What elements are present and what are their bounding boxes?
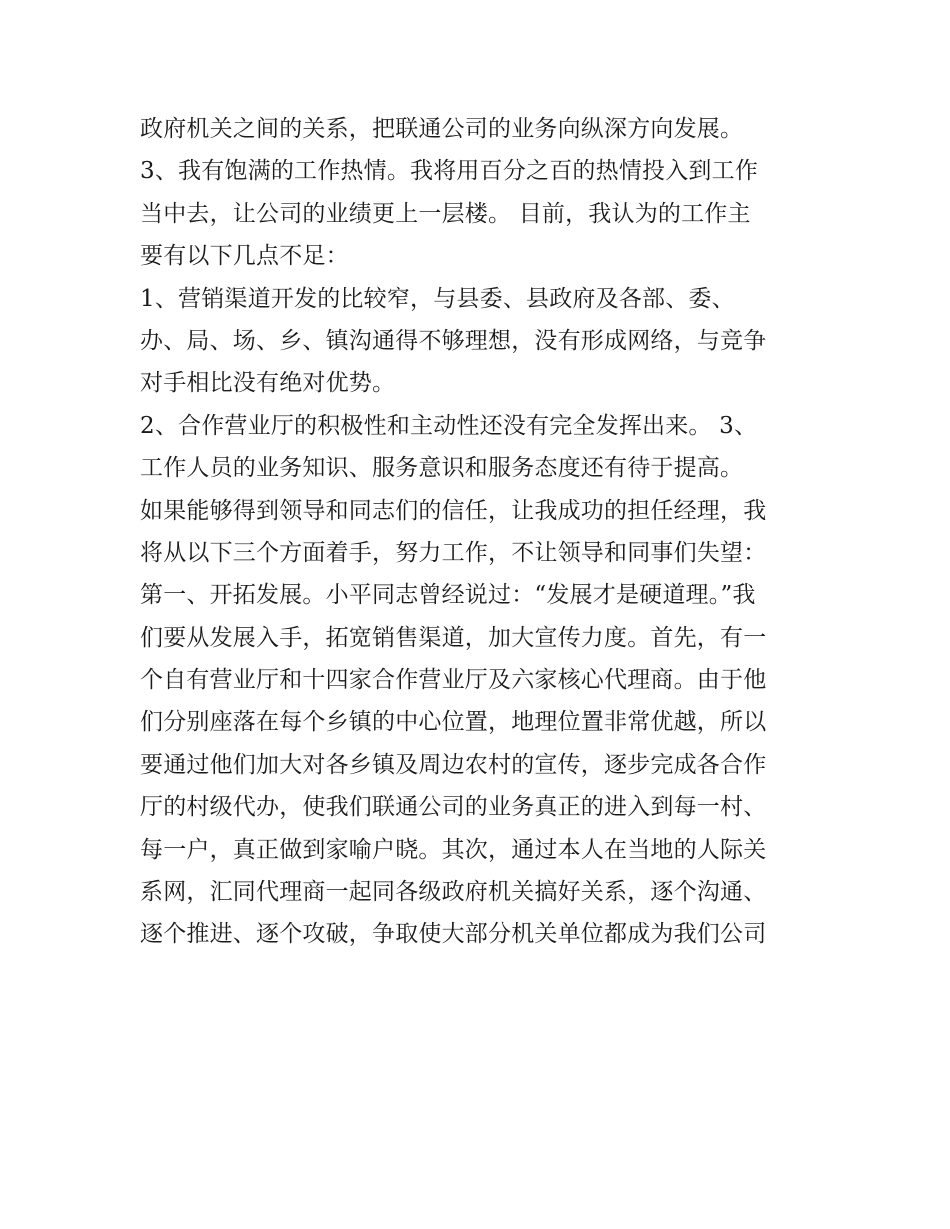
text-line: 系网，汇同代理商一起同各级政府机关搞好关系，逐个沟通、 (140, 879, 767, 906)
text-line: 如果能够得到领导和同志们的信任，让我成功的担任经理，我 (140, 497, 767, 524)
text-line: 2、合作营业厅的积极性和主动性还没有完全发挥出来。 3、 (140, 412, 758, 439)
text-line: 1、营销渠道开发的比较窄，与县委、县政府及各部、委、 (140, 285, 735, 312)
text-line: 逐个推进、逐个攻破，争取使大部分机关单位都成为我们公司 (140, 921, 767, 948)
text-line: 厅的村级代办，使我们联通公司的业务真正的进入到每一村、 (140, 794, 767, 821)
text-line: 将从以下三个方面着手，努力工作，不让领导和同事们失望： (140, 539, 767, 566)
text-line: 工作人员的业务知识、服务意识和服务态度还有待于提高。 (140, 455, 744, 482)
text-line: 每一户，真正做到家喻户晓。其次，通过本人在当地的人际关 (140, 836, 767, 863)
document-body (140, 108, 820, 956)
text-line: 们要从发展入手，拓宽销售渠道，加大宣传力度。首先，有一 (140, 624, 767, 651)
text-line: 个自有营业厅和十四家合作营业厅及六家核心代理商。由于他 (140, 667, 767, 694)
text-line: 第一、开拓发展。小平同志曾经说过：“发展才是硬道理。”我 (140, 582, 756, 609)
text-line: 们分别座落在每个乡镇的中心位置，地理位置非常优越，所以 (140, 709, 767, 736)
text-line: 要有以下几点不足： (140, 243, 349, 270)
text-line: 3、我有饱满的工作热情。我将用百分之百的热情投入到工作 (140, 158, 759, 185)
text-line: 对手相比没有绝对优势。 (140, 370, 396, 397)
text-line: 办、局、场、乡、镇沟通得不够理想，没有形成网络，与竞争 (140, 327, 767, 354)
text-line: 政府机关之间的关系，把联通公司的业务向纵深方向发展。 (140, 116, 744, 142)
text-line: 当中去，让公司的业绩更上一层楼。 目前，我认为的工作主 (140, 200, 751, 227)
text-line: 要通过他们加大对各乡镇及周边农村的宣传，逐步完成各合作 (140, 751, 767, 778)
